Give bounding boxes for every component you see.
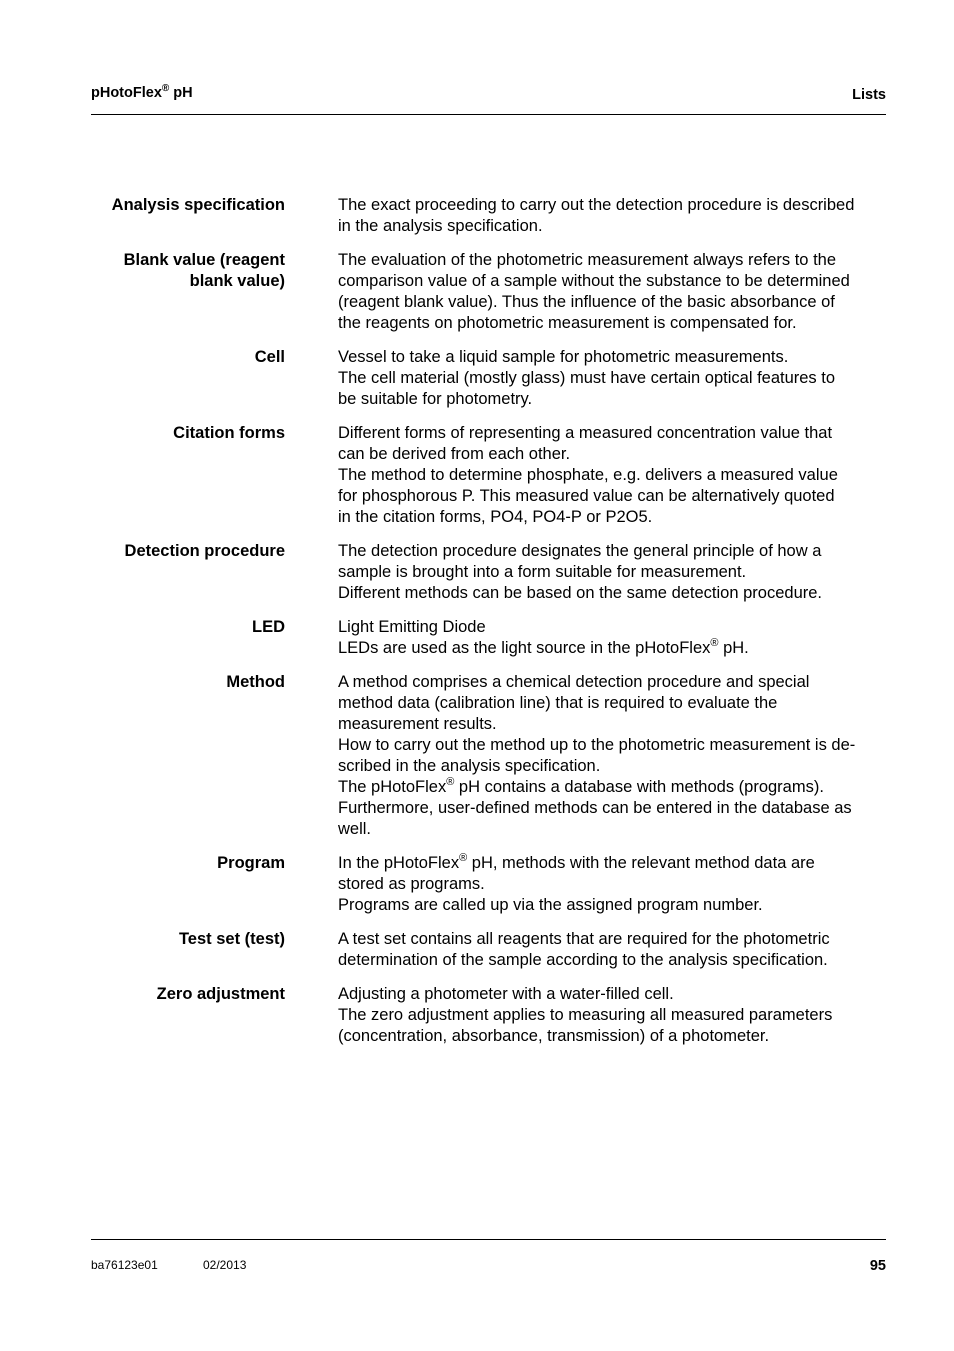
footer-document-id: ba76123e01 [91,1258,158,1272]
glossary-term [91,347,285,410]
glossary-definition [338,195,878,237]
footer-date: 02/2013 [203,1258,247,1272]
glossary-term [91,617,285,659]
glossary-definition [338,853,878,916]
glossary-term [91,423,285,528]
glossary-entry [91,929,886,971]
glossary-term [91,541,285,604]
glossary-definition-line: A test set contains all reagents that are required for the photometric [338,930,830,948]
glossary-definition [338,347,878,410]
glossary-entry [91,250,886,334]
glossary-term [91,853,285,916]
glossary-definition-line: can be derived from each other. [338,445,571,463]
glossary-definition-line: (reagent blank value). Thus the influence of the basic absorbance of [338,293,835,311]
glossary-term-line: Blank value (reagent [123,251,285,269]
glossary-term-line: blank value) [189,272,285,290]
header-section-title: Lists [852,87,886,103]
glossary-definition-line: for phosphorous P. This measured value can be alternatively quoted [338,487,835,505]
glossary-definition-line: determination of the sample according to the analysis specification. [338,951,828,969]
glossary-definition [338,541,878,604]
glossary-term [91,195,285,237]
glossary-list [91,195,886,1060]
glossary-definition-line: scribed in the analysis specification. [338,757,601,775]
glossary-term-line: Program [217,854,285,872]
page-footer [91,1239,886,1274]
glossary-definition-line: The detection procedure designates the general principle of how a [338,542,822,560]
glossary-definition-line: Light Emitting Diode [338,618,486,636]
glossary-definition [338,672,878,840]
glossary-definition [338,984,878,1047]
glossary-definition-line: measurement results. [338,715,497,733]
glossary-definition-line: In the pHotoFlex® pH, methods with the relevant method data are [338,852,815,872]
glossary-entry [91,617,886,659]
glossary-entry [91,984,886,1047]
glossary-entry [91,672,886,840]
glossary-entry [91,195,886,237]
glossary-definition-line: The pHotoFlex® pH contains a database with methods (programs). [338,776,824,796]
glossary-definition-line: method data (calibration line) that is required to evaluate the [338,694,778,712]
glossary-term-line: Test set (test) [178,930,285,948]
glossary-entry [91,853,886,916]
registered-mark: ® [161,83,170,94]
glossary-definition-line: Vessel to take a liquid sample for photometric measurements. [338,348,789,366]
glossary-definition-line: stored as programs. [338,875,485,893]
glossary-definition-line: Adjusting a photometer with a water-filled cell. [338,985,674,1003]
glossary-entry [91,541,886,604]
glossary-definition [338,423,878,528]
glossary-definition-line: The exact proceeding to carry out the detection procedure is described [338,196,855,214]
glossary-definition-line: in the citation forms, PO4, PO4-P or P2O5. [338,508,653,526]
glossary-definition-line: The zero adjustment applies to measuring all measured parameters [338,1006,833,1024]
glossary-definition-line: The cell material (mostly glass) must have certain optical features to [338,369,836,387]
glossary-definition [338,250,878,334]
glossary-definition-line: Programs are called up via the assigned program number. [338,896,763,914]
glossary-definition-line: The method to determine phosphate, e.g. delivers a measured value [338,466,838,484]
glossary-term [91,984,285,1047]
glossary-definition-line: comparison value of a sample without the substance to be determined [338,272,850,290]
registered-mark: ® [459,852,468,864]
glossary-term-line: Analysis specification [111,196,285,214]
glossary-term-line: LED [252,618,285,636]
glossary-term-line: Method [226,673,285,691]
glossary-definition [338,617,878,659]
glossary-definition-line: LEDs are used as the light source in the pHotoFlex® pH. [338,637,749,657]
glossary-term-line: Citation forms [173,424,285,442]
glossary-definition [338,929,878,971]
glossary-definition-line: How to carry out the method up to the photometric measurement is de- [338,736,856,754]
page-header [91,84,886,115]
glossary-term-line: Detection procedure [124,542,285,560]
page-number: 95 [869,1258,886,1274]
registered-mark: ® [446,776,455,788]
glossary-definition-line: in the analysis specification. [338,217,543,235]
glossary-entry [91,423,886,528]
glossary-definition-line: well. [338,820,372,838]
glossary-term-line: Cell [254,348,285,366]
glossary-definition-line: sample is brought into a form suitable for measurement. [338,563,747,581]
glossary-term [91,672,285,840]
glossary-entry [91,347,886,410]
glossary-definition-line: Furthermore, user-defined methods can be entered in the database as [338,799,852,817]
product-suffix: pH [169,85,193,101]
glossary-definition-line: The evaluation of the photometric measurement always refers to the [338,251,837,269]
registered-mark: ® [710,637,719,649]
glossary-term [91,250,285,334]
glossary-definition-line: Different forms of representing a measured concentration value that [338,424,833,442]
glossary-definition-line: Different methods can be based on the same detection procedure. [338,584,823,602]
glossary-definition-line: be suitable for photometry. [338,390,533,408]
glossary-term [91,929,285,971]
glossary-definition-line: A method comprises a chemical detection procedure and special [338,673,810,691]
header-product-name [91,85,193,101]
glossary-definition-line: (concentration, absorbance, transmission) of a photometer. [338,1027,770,1045]
glossary-definition-line: the reagents on photometric measurement is compensated for. [338,314,797,332]
product-name: pHotoFlex [91,85,162,101]
glossary-term-line: Zero adjustment [156,985,285,1003]
